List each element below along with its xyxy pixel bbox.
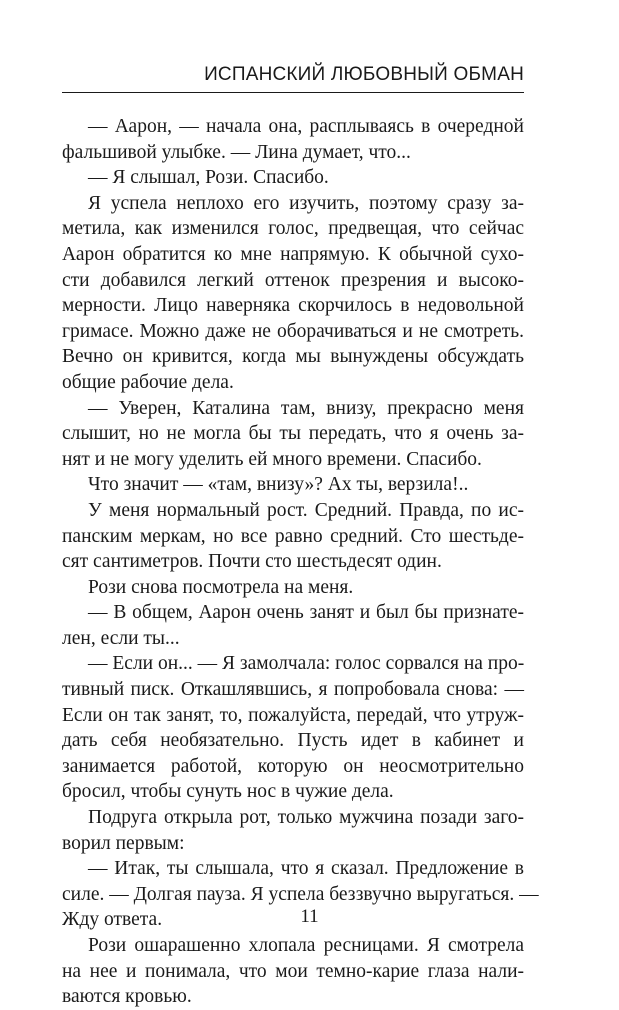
text-line: слышит, но не могла бы ты передать, что я очень за- [62, 423, 524, 445]
text-line: Жду ответа. [62, 909, 163, 931]
text-line: на нее и понимала, что мои темно-карие глаза нали- [62, 960, 524, 982]
text-line: Аарон обратится ко мне напрямую. К обычной сухо- [62, 243, 524, 265]
text-line: Что значит — «там, внизу»? Ах ты, верзила!.. [88, 474, 469, 496]
text-line: У меня нормальный рост. Средний. Правда, по ис- [88, 499, 524, 521]
text-line: занимается работой, которую он неосмотрительно [62, 755, 524, 777]
text-line: нят и не могу уделить ей много времени. Спасибо. [62, 448, 482, 470]
text-line: фальшивой улыбке. — Лина думает, что... [62, 141, 411, 163]
text-line: силе. — Долгая пауза. Я успела беззвучно выругаться. — [62, 883, 539, 905]
page-number: 11 [300, 906, 319, 927]
text-line: — Если он... — Я замолчала: голос сорвался на про- [88, 653, 525, 675]
text-line: панским меркам, но все равно средний. Сто шестьде- [62, 525, 524, 547]
text-line: — Уверен, Каталина там, внизу, прекрасно меня [88, 397, 524, 419]
text-line: Подруга открыла рот, только мужчина позади заго- [88, 807, 524, 829]
text-line: — Аарон, — начала она, расплываясь в очередной [88, 116, 524, 137]
body-text [62, 114, 539, 1010]
text-line: ворил первым: [62, 832, 185, 854]
text-line: дать себя необязательно. Пусть идет в кабинет и [62, 730, 524, 752]
text-line: общие рабочие дела. [62, 371, 234, 393]
text-line: мерности. Лицо наверняка скорчилось в недовольной [62, 295, 524, 317]
text-line: ваются кровью. [62, 986, 192, 1008]
text-line: — Итак, ты слышала, что я сказал. Предложение в [88, 858, 524, 880]
header-rule [62, 92, 524, 93]
running-header: ИСПАНСКИЙ ЛЮБОВНЫЙ ОБМАН [204, 64, 524, 85]
text-line: гримасе. Можно даже не оборачиваться и не смотреть. [62, 320, 524, 342]
text-line: тивный писк. Откашлявшись, я попробовала снова: — [62, 679, 524, 701]
text-line: лен, если ты... [62, 627, 180, 649]
text-line: сти добавился легкий оттенок презрения и высоко- [62, 269, 524, 291]
text-line: — Я слышал, Рози. Спасибо. [88, 167, 329, 189]
text-line: Вечно он кривится, когда мы вынуждены обсуждать [62, 346, 524, 368]
text-line: метила, как изменился голос, предвещая, что сейчас [62, 218, 524, 240]
text-line: сят сантиметров. Почти сто шестьдесят один. [62, 551, 442, 573]
text-line: бросил, чтобы сунуть нос в чужие дела. [62, 781, 394, 803]
text-line: Рози ошарашенно хлопала ресницами. Я смотрела [88, 935, 524, 956]
text-line: — В общем, Аарон очень занят и был бы признате- [88, 602, 524, 624]
text-line: Если он так занят, то, пожалуйста, передай, что утруж- [62, 704, 524, 726]
text-line: Я успела неплохо его изучить, поэтому сразу за- [88, 192, 524, 214]
text-line: Рози снова посмотрела на меня. [88, 576, 354, 598]
